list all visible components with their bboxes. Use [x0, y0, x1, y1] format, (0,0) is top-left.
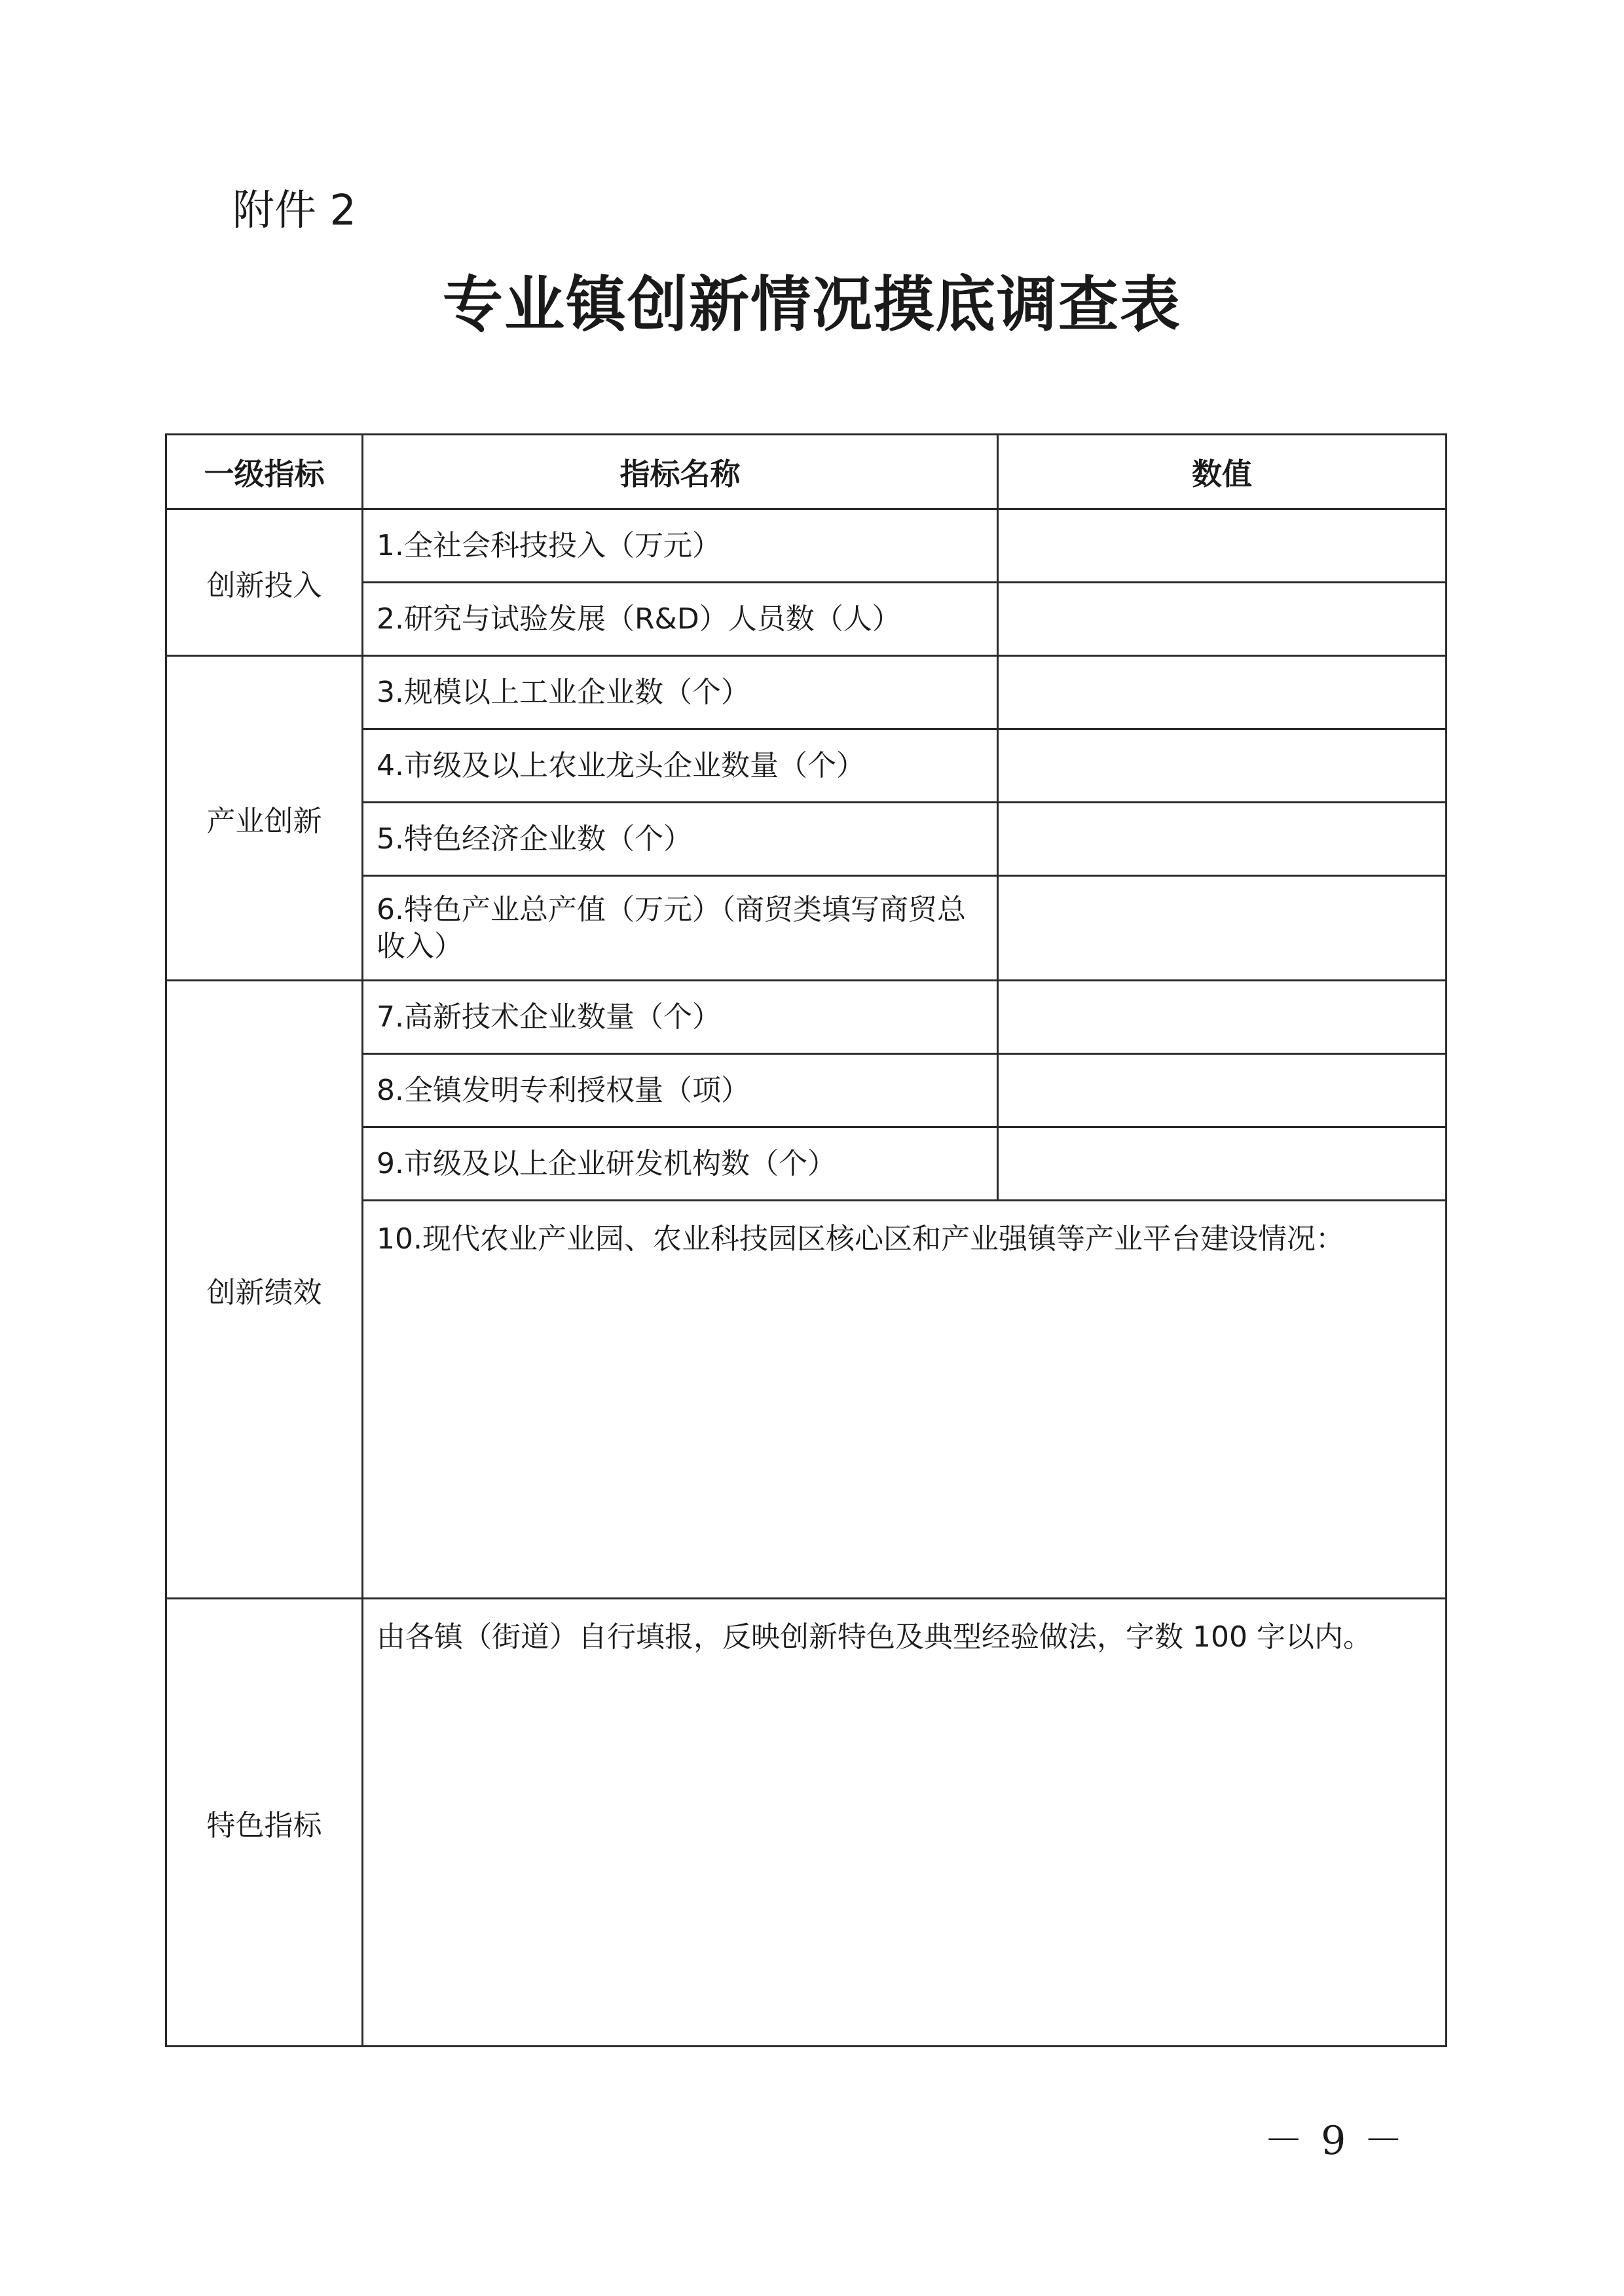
- value-cell[interactable]: [998, 803, 1447, 876]
- indicator-name: 9.市级及以上企业研发机构数（个）: [363, 1127, 998, 1201]
- value-cell[interactable]: [998, 1054, 1447, 1127]
- category-featured-indicators: 特色指标: [166, 1599, 363, 2047]
- table-row: [166, 1599, 1447, 2047]
- value-cell[interactable]: [998, 583, 1447, 656]
- category-innovation-performance: 创新绩效: [166, 981, 363, 1599]
- document-title: 专业镇创新情况摸底调查表: [442, 270, 1181, 340]
- featured-description-field[interactable]: 由各镇（街道）自行填报，反映创新特色及典型经验做法，字数 100 字以内。: [363, 1599, 1447, 2047]
- column-header-value: 数值: [998, 435, 1447, 509]
- indicator-name: 7.高新技术企业数量（个）: [363, 981, 998, 1054]
- table-row: [166, 981, 1447, 1054]
- page-number: － 9 －: [1264, 2118, 1406, 2164]
- category-industry-innovation: 产业创新: [166, 656, 363, 981]
- value-cell[interactable]: [998, 1127, 1447, 1201]
- column-header-indicator-name: 指标名称: [363, 435, 998, 509]
- indicator-name: 5.特色经济企业数（个）: [363, 803, 998, 876]
- column-header-category: 一级指标: [166, 435, 363, 509]
- indicator-name: 8.全镇发明专利授权量（项）: [363, 1054, 998, 1127]
- value-cell[interactable]: [998, 656, 1447, 729]
- platform-construction-field[interactable]: 10.现代农业产业园、农业科技园区核心区和产业强镇等产业平台建设情况：: [363, 1201, 1447, 1599]
- table-row: [166, 509, 1447, 583]
- table-header-row: [166, 435, 1447, 509]
- survey-table: [165, 433, 1447, 2047]
- value-cell[interactable]: [998, 729, 1447, 803]
- category-innovation-input: 创新投入: [166, 509, 363, 656]
- indicator-name: 6.特色产业总产值（万元）（商贸类填写商贸总收入）: [363, 876, 998, 981]
- indicator-name: 3.规模以上工业企业数（个）: [363, 656, 998, 729]
- value-cell[interactable]: [998, 509, 1447, 583]
- value-cell[interactable]: [998, 981, 1447, 1054]
- value-cell[interactable]: [998, 876, 1447, 981]
- attachment-label: 附件 2: [232, 187, 357, 235]
- indicator-name: 2.研究与试验发展（R&D）人员数（人）: [363, 583, 998, 656]
- indicator-name: 1.全社会科技投入（万元）: [363, 509, 998, 583]
- indicator-name: 4.市级及以上农业龙头企业数量（个）: [363, 729, 998, 803]
- table-row: [166, 656, 1447, 729]
